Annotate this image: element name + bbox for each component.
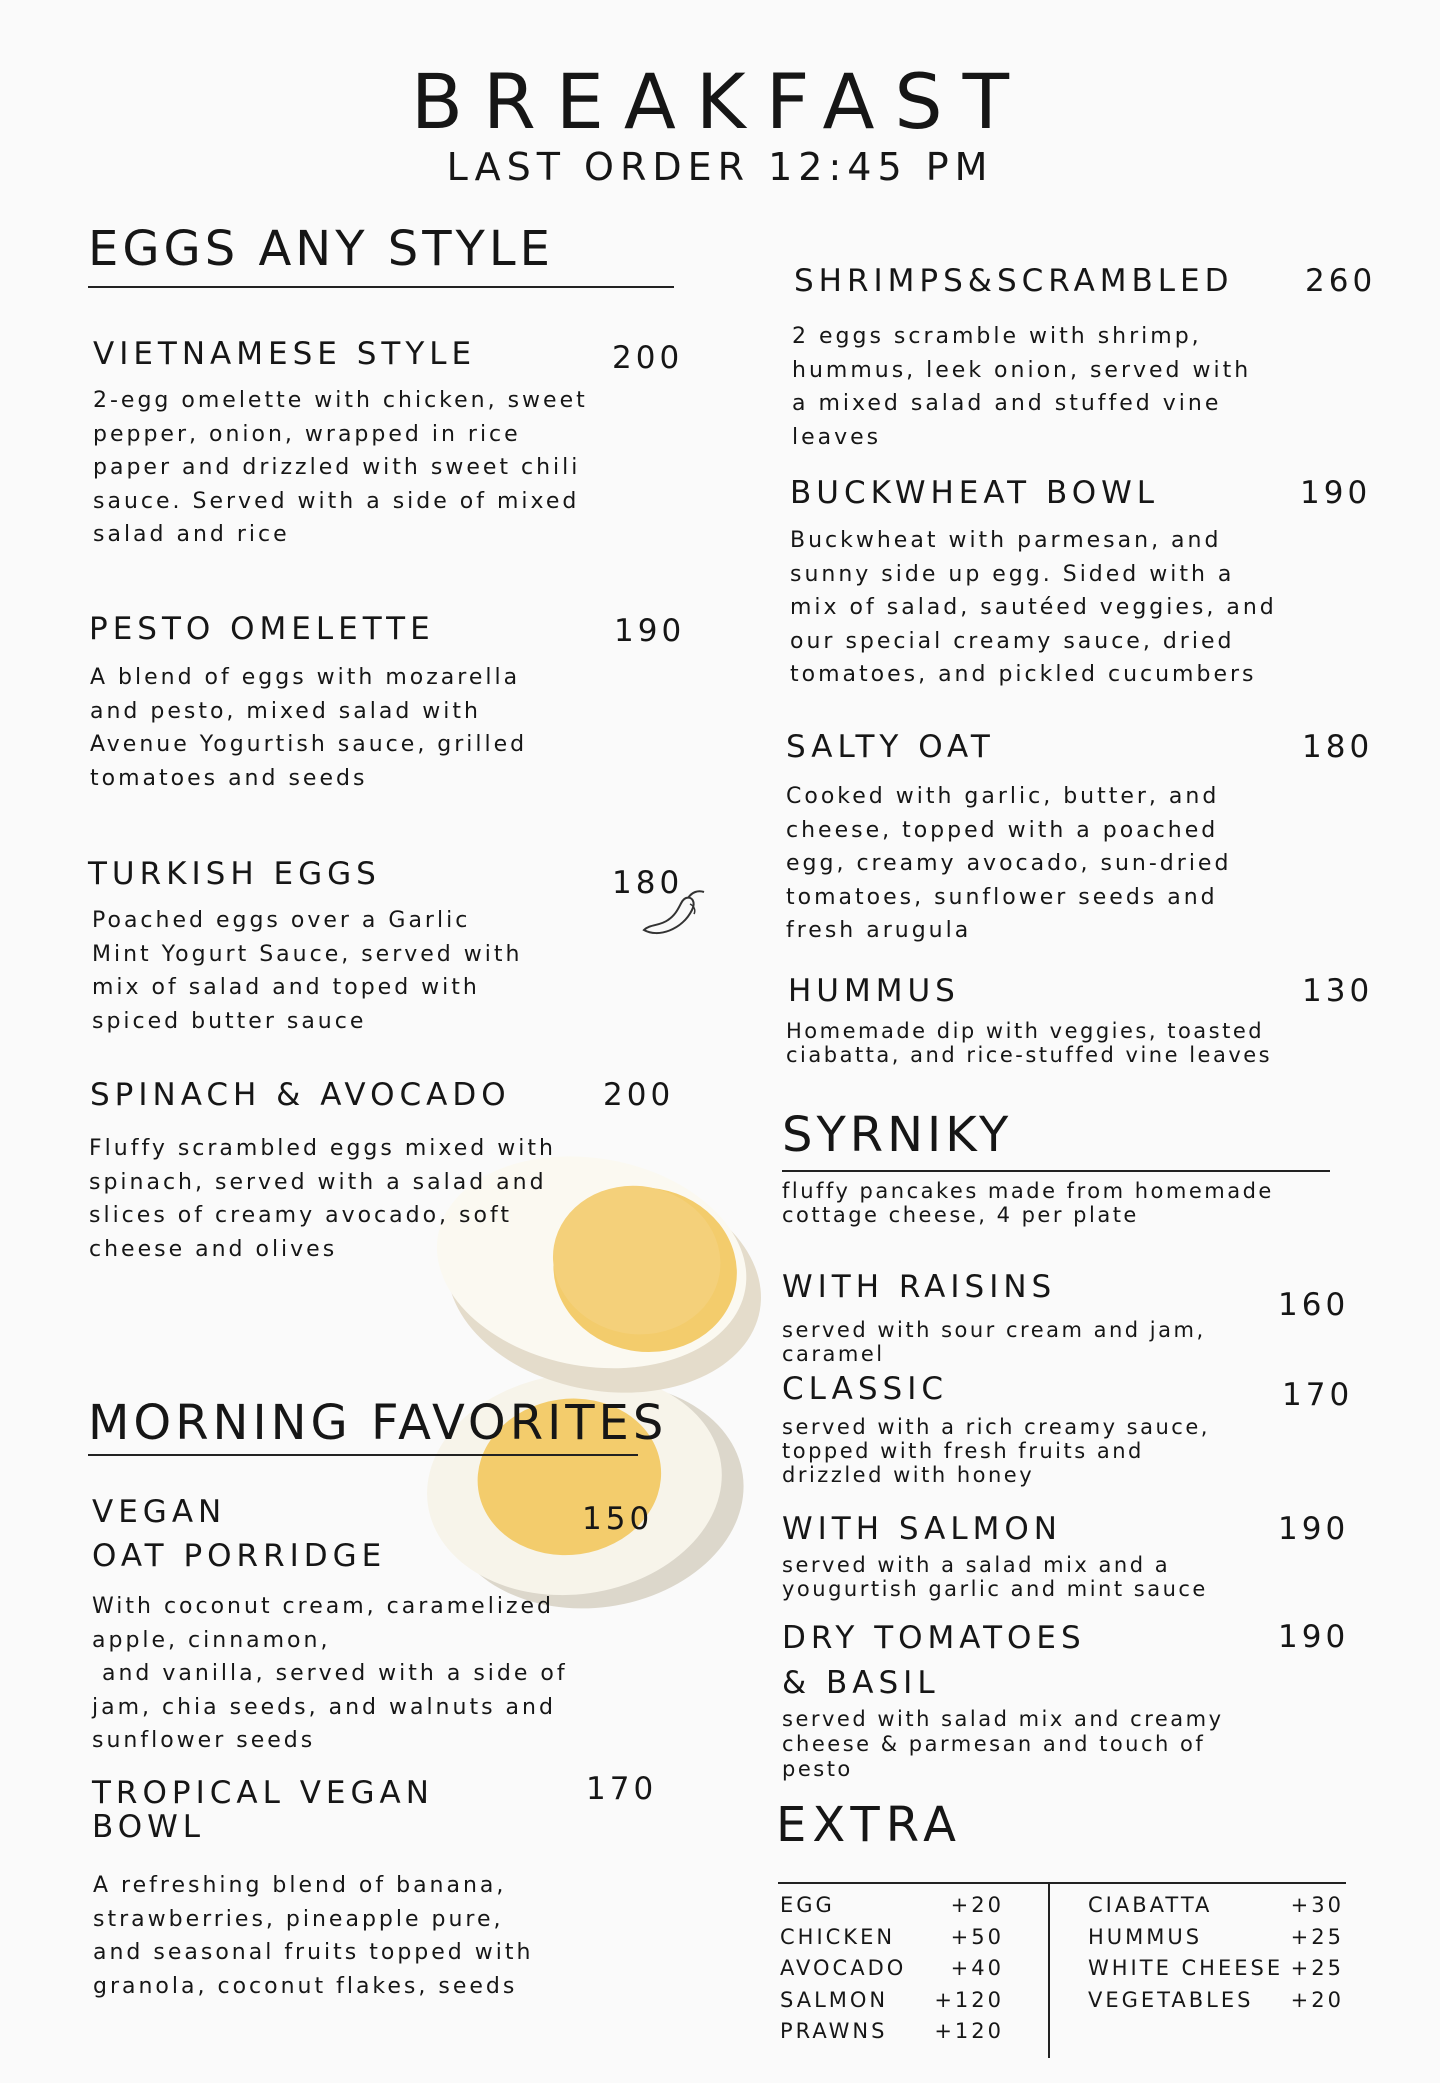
extra-price: +25 (1290, 1924, 1344, 1949)
menu-item-name: WITH RAISINS (782, 1269, 1057, 1305)
menu-item-price: 190 (1278, 1511, 1350, 1547)
menu-item-price: 170 (586, 1771, 658, 1807)
menu-item-description: 2-egg omelette with chicken, sweet pepper, onion, wrapped in rice paper and drizzled with sweet chili sauce. Served with a side of mixed salad and rice (93, 388, 588, 547)
menu-item-name: VIETNAMESE STYLE (93, 336, 477, 372)
menu-item-description: Cooked with garlic, butter, and cheese, topped with a poached egg, creamy avocado, sun-dried tomatoes, sunflower seeds and fresh arugula (786, 784, 1232, 943)
menu-item-name: TURKISH EGGS (88, 856, 381, 892)
extra-price: +120 (934, 2019, 1004, 2043)
menu-item-price: 260 (1305, 263, 1377, 299)
menu-item-description: served with a salad mix and a yougurtish garlic and mint sauce (782, 1553, 1208, 1601)
section-divider (88, 1454, 638, 1456)
menu-item-description: served with salad mix and creamy cheese & parmesan and touch of pesto (782, 1707, 1224, 1781)
menu-item-description: served with sour cream and jam, caramel (782, 1318, 1206, 1366)
menu-item-description: Homemade dip with veggies, toasted ciabatta, and rice-stuffed vine leaves (786, 1019, 1273, 1067)
menu-item-name: BUCKWHEAT BOWL (790, 475, 1160, 511)
menu-item-price: 180 (1302, 729, 1374, 765)
section-heading-extra: EXTRA (776, 1797, 962, 1853)
extra-price: +25 (1290, 1956, 1344, 1980)
section-intro: fluffy pancakes made from homemade cottage cheese, 4 per plate (782, 1179, 1274, 1227)
menu-item-description: With coconut cream, caramelized apple, cinnamon, and vanilla, served with a side of jam, chia seeds, and walnuts and sunflower seeds (92, 1594, 568, 1753)
section-divider (778, 1882, 1346, 1884)
menu-item-name: SPINACH & AVOCADO (90, 1077, 511, 1113)
menu-item-price: 190 (1300, 475, 1372, 511)
menu-item-name: VEGAN OAT PORRIDGE (92, 1494, 387, 1574)
extra-price: +120 (934, 1987, 1004, 2012)
extra-item: SALMON (780, 1987, 889, 2012)
extra-item: CIABATTA (1088, 1893, 1213, 1917)
extra-item: CHICKEN (780, 1924, 896, 1949)
menu-item-price: 130 (1302, 973, 1374, 1009)
menu-item-name: DRY TOMATOES & BASIL (782, 1620, 1086, 1701)
section-heading-morning-favorites: MORNING FAVORITES (88, 1395, 668, 1451)
menu-item-price: 170 (1282, 1377, 1354, 1413)
section-heading-syrniky: SYRNIKY (782, 1107, 1013, 1163)
section-divider (782, 1170, 1330, 1172)
menu-item-name: WITH SALMON (782, 1511, 1062, 1547)
extra-item: WHITE CHEESE (1088, 1956, 1284, 1980)
menu-item-price: 200 (612, 340, 684, 376)
section-divider (88, 286, 674, 288)
menu-item-name: SHRIMPS&SCRAMBLED (794, 263, 1234, 299)
menu-item-description: A refreshing blend of banana, strawberries, pineapple pure, and seasonal fruits topped with granola, coconut flakes, seeds (93, 1873, 534, 1999)
menu-item-description: served with a rich creamy sauce, topped with fresh fruits and drizzled with honey (782, 1415, 1210, 1487)
extra-item: PRAWNS (780, 2019, 888, 2043)
menu-item-description: A blend of eggs with mozarella and pesto, mixed salad with Avenue Yogurtish sauce, grilled tomatoes and seeds (90, 665, 528, 791)
menu-item-name: TROPICAL VEGAN BOWL (92, 1775, 434, 1845)
extras-list-left-prices (900, 1890, 1004, 2048)
menu-item-description: Buckwheat with parmesan, and sunny side up egg. Sided with a mix of salad, sautéed veggies, and our special creamy sauce, dried tomatoes, and pickled cucumbers (790, 528, 1277, 687)
menu-item-price: 160 (1278, 1287, 1350, 1323)
page-title: BREAKFAST (410, 57, 1030, 146)
extra-price: +20 (1290, 1987, 1344, 2012)
menu-item-name: HUMMUS (788, 973, 960, 1009)
extras-list-right-prices (1240, 1890, 1344, 2016)
menu-item-description: Poached eggs over a Garlic Mint Yogurt Sauce, served with mix of salad and toped with spiced butter sauce (92, 908, 523, 1034)
menu-item-price: 180 (612, 865, 684, 901)
last-order-note: LAST ORDER 12:45 PM (446, 145, 994, 189)
section-heading-eggs-any-style: EGGS ANY STYLE (88, 221, 554, 277)
menu-item-name: SALTY OAT (786, 729, 995, 765)
extra-item: EGG (780, 1893, 835, 1917)
extra-price: +50 (950, 1924, 1004, 1949)
menu-item-price: 150 (582, 1501, 654, 1537)
menu-item-price: 190 (614, 613, 686, 649)
extra-price: +30 (1290, 1893, 1344, 1917)
column-divider (1048, 1882, 1050, 2058)
menu-item-name: CLASSIC (782, 1371, 948, 1407)
extra-price: +20 (950, 1893, 1004, 1917)
extra-price: +40 (950, 1956, 1004, 1980)
menu-item-price: 190 (1278, 1619, 1350, 1655)
menu-item-price: 200 (603, 1077, 675, 1113)
extra-item: AVOCADO (780, 1956, 907, 1980)
extra-item: VEGETABLES (1088, 1987, 1254, 2012)
extras-list-left-items (780, 1890, 906, 2048)
extra-item: HUMMUS (1088, 1924, 1203, 1949)
menu-item-name: PESTO OMELETTE (89, 611, 435, 647)
menu-item-description: Fluffy scrambled eggs mixed with spinach, served with a salad and slices of creamy avocado, soft cheese and olives (89, 1136, 556, 1262)
menu-item-description: 2 eggs scramble with shrimp, hummus, leek onion, served with a mixed salad and stuffed vine leaves (792, 324, 1252, 450)
